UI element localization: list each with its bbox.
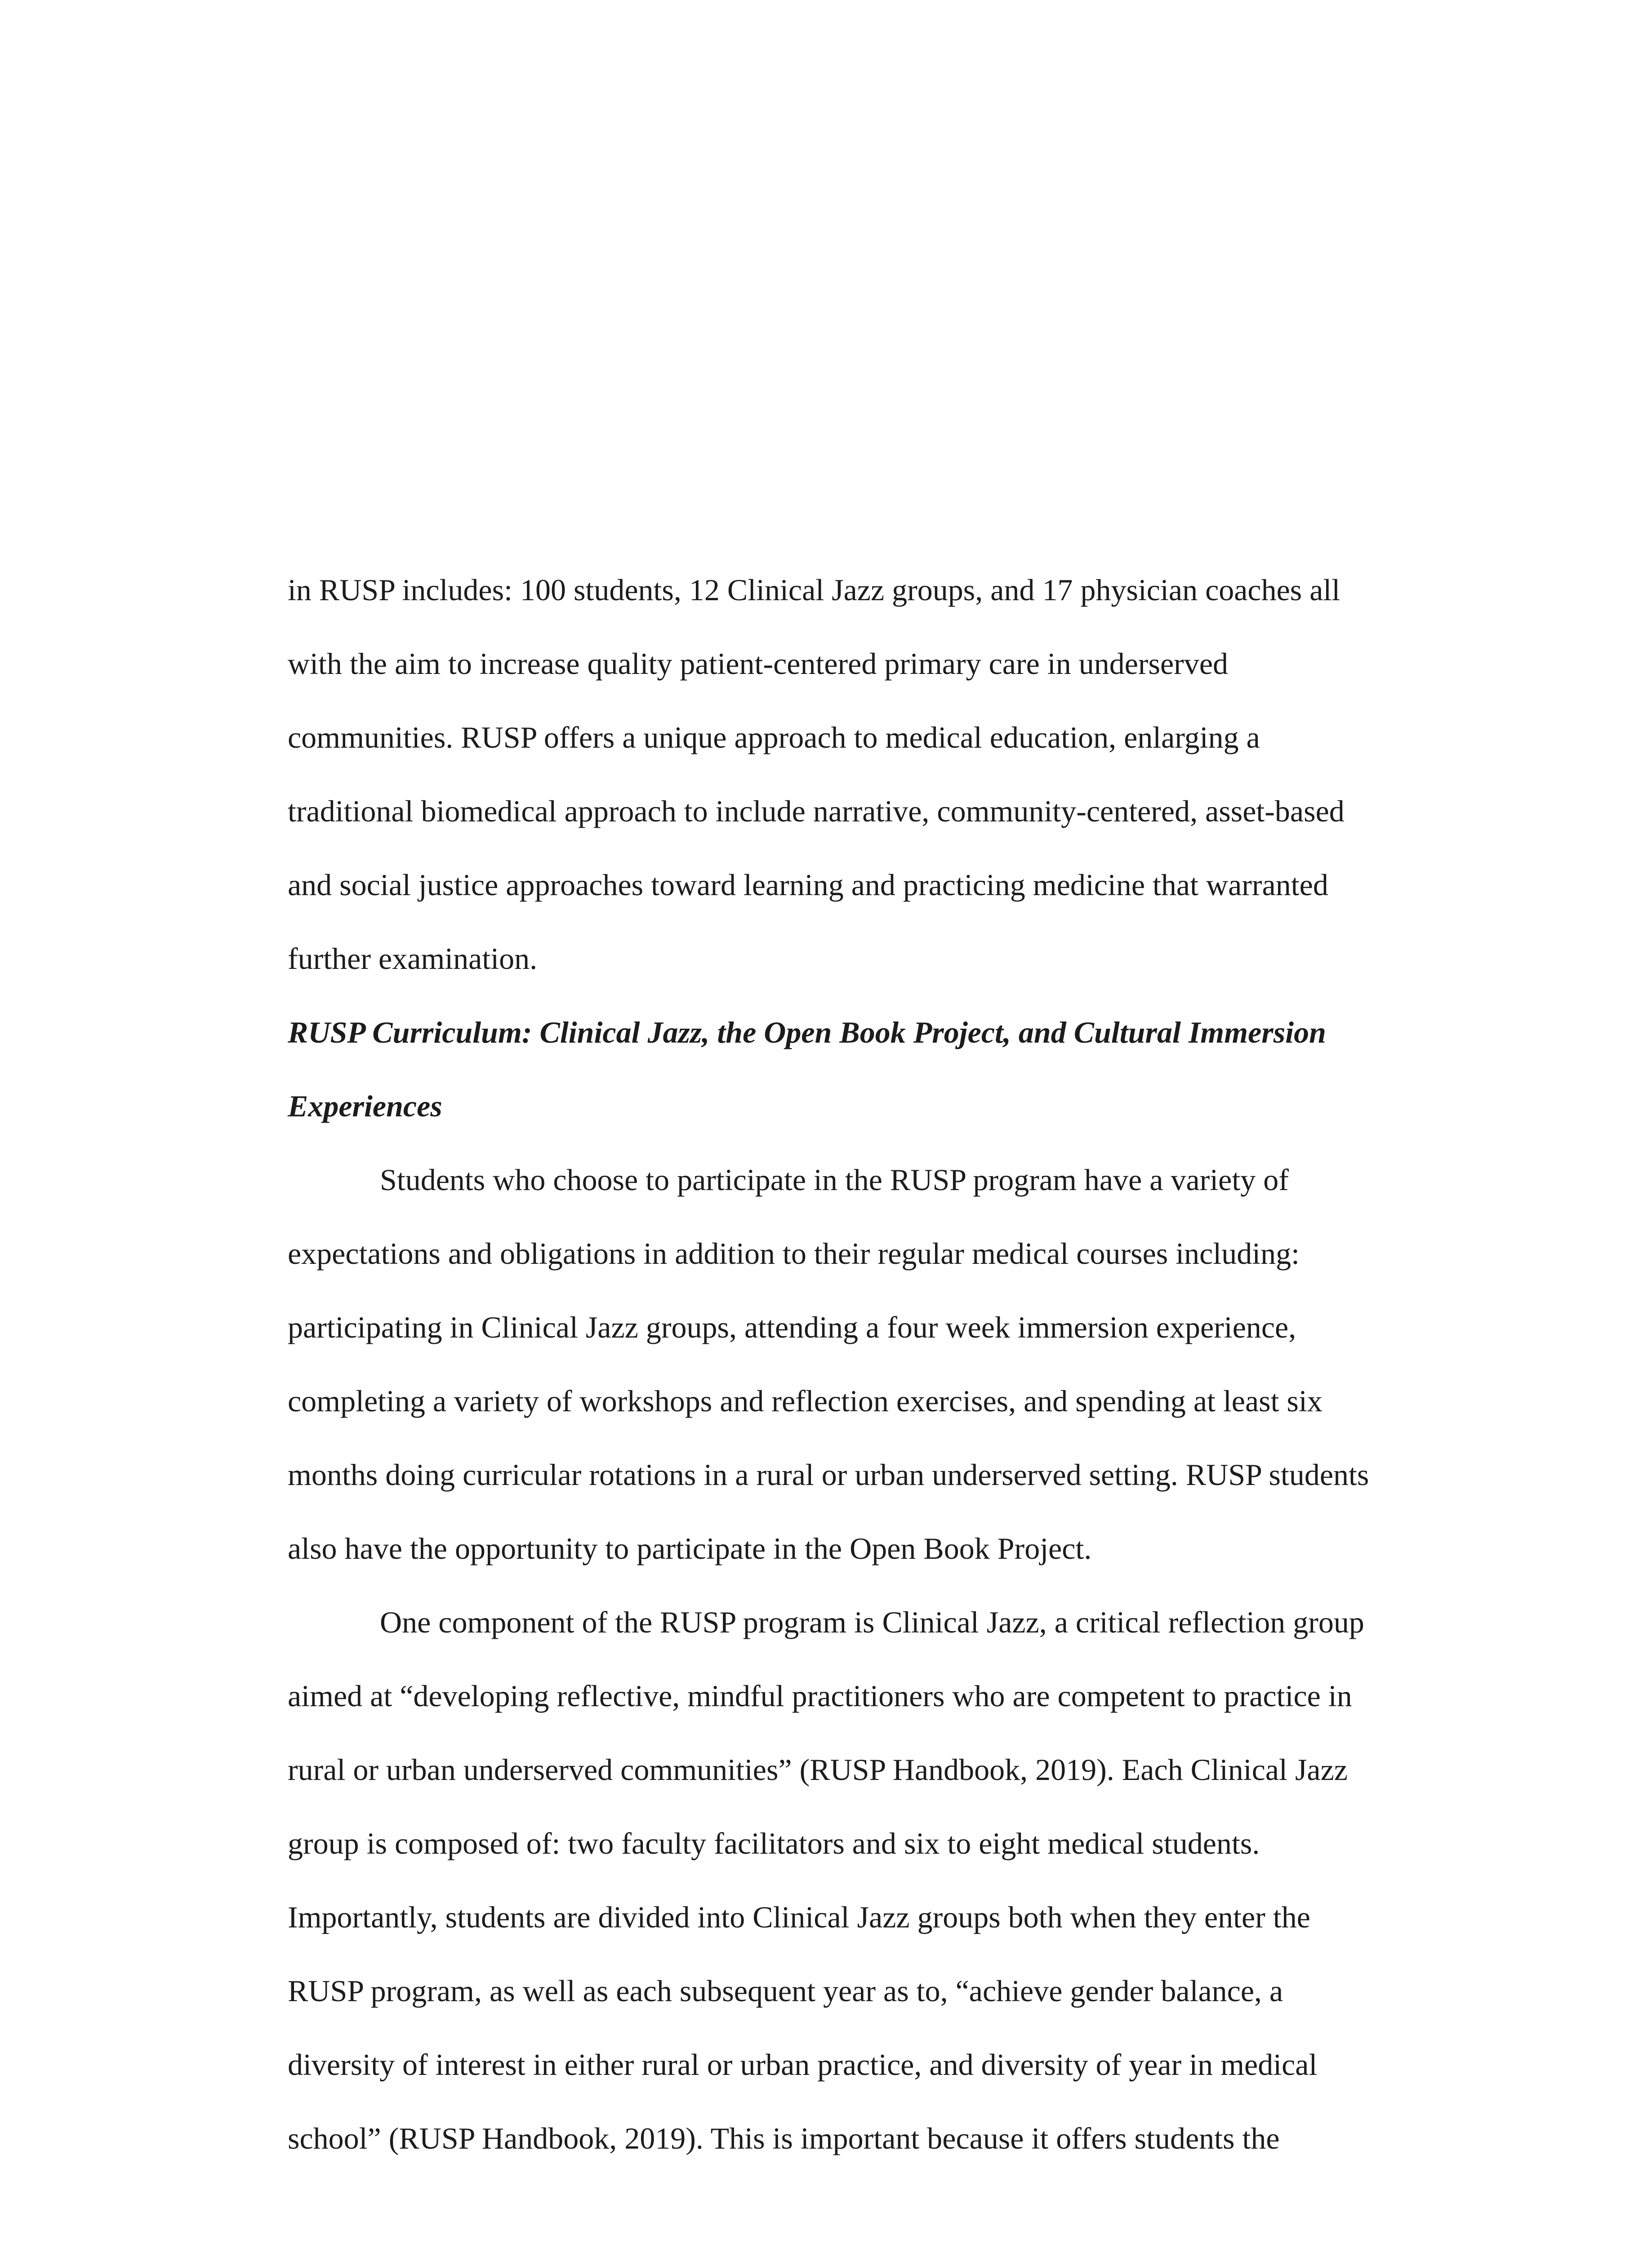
text-line: completing a variety of workshops and reflection exercises, and spending at least six — [288, 1384, 1322, 1418]
text-line: in RUSP includes: 100 students, 12 Clinical Jazz groups, and 17 physician coaches all — [288, 573, 1340, 607]
text-line: Students who choose to participate in the RUSP program have a variety of — [380, 1163, 1289, 1197]
text-line: expectations and obligations in addition to their regular medical courses including: — [288, 1236, 1300, 1271]
text-line: participating in Clinical Jazz groups, attending a four week immersion experience, — [288, 1310, 1296, 1344]
text-line: months doing curricular rotations in a rural or urban underserved setting. RUSP students — [288, 1458, 1369, 1492]
text-line: traditional biomedical approach to include narrative, community-centered, asset-based — [288, 794, 1345, 828]
text-line: diversity of interest in either rural or urban practice, and diversity of year in medical — [288, 2047, 1318, 2082]
text-line: also have the opportunity to participate in the Open Book Project. — [288, 1531, 1092, 1566]
text-line: RUSP program, as well as each subsequent year as to, “achieve gender balance, a — [288, 1974, 1283, 2008]
text-line: school” (RUSP Handbook, 2019). This is important because it offers students the — [288, 2121, 1280, 2155]
heading-line: Experiences — [288, 1089, 442, 1123]
heading-line: RUSP Curriculum: Clinical Jazz, the Open Book Project, and Cultural Immersion — [288, 1015, 1326, 1049]
paragraph-continuation — [288, 553, 1438, 995]
text-line: group is composed of: two faculty facilitators and six to eight medical students. — [288, 1826, 1260, 1860]
text-line: Importantly, students are divided into Clinical Jazz groups both when they enter the — [288, 1900, 1310, 1934]
text-line: with the aim to increase quality patient-centered primary care in underserved — [288, 647, 1228, 681]
paragraph-clinical-jazz — [288, 1585, 1438, 2175]
body-text — [288, 553, 1438, 2175]
text-line: communities. RUSP offers a unique approach to medical education, enlarging a — [288, 720, 1260, 754]
text-line: further examination. — [288, 941, 538, 976]
text-line: and social justice approaches toward learning and practicing medicine that warranted — [288, 868, 1328, 902]
text-line: aimed at “developing reflective, mindful practitioners who are competent to practice in — [288, 1679, 1352, 1713]
text-line: One component of the RUSP program is Clinical Jazz, a critical reflection group — [380, 1605, 1364, 1639]
paragraph-students — [288, 1143, 1438, 1585]
section-heading — [288, 995, 1438, 1143]
text-line: rural or urban underserved communities” (RUSP Handbook, 2019). Each Clinical Jazz — [288, 1753, 1348, 1787]
